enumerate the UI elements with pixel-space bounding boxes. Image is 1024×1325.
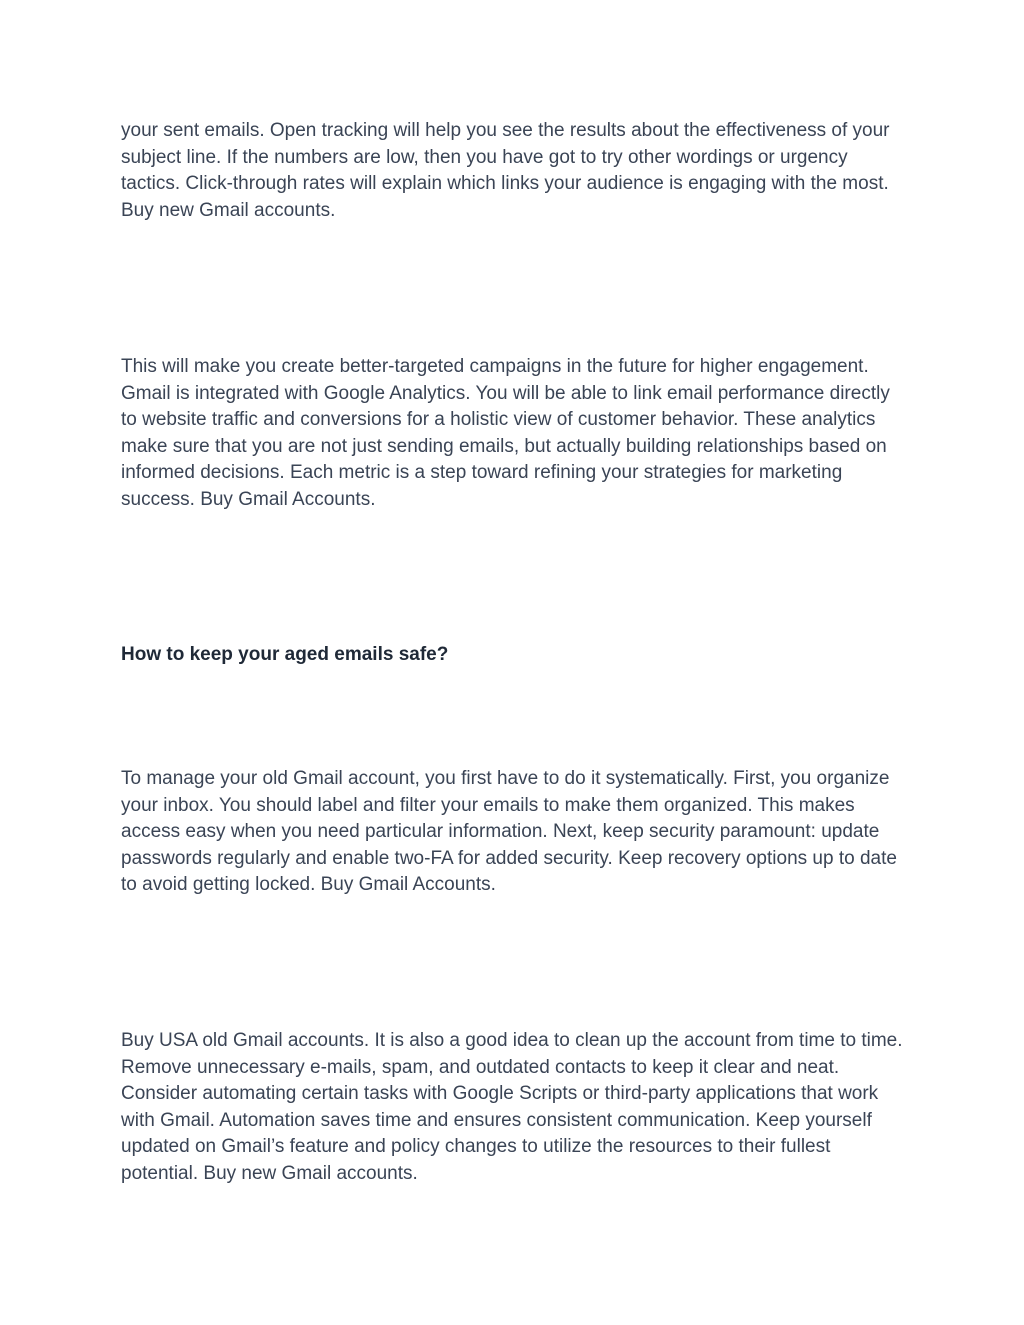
section-heading: How to keep your aged emails safe? <box>121 644 449 665</box>
paragraph-targeted-campaigns: This will make you create better-targeted campaigns in the future for higher engagement. Gmail is integrated with Google Analytics. You will be able to link email performance directly to website traffic and conversions for a holistic view of customer behavior. These analytics make sure that you are not just sending emails, but actually building relationships based on informed decisions. Each metric is a step toward refining your strategies for marketing success. Buy Gmail Accounts. <box>121 356 890 510</box>
paragraph-manage-account: To manage your old Gmail account, you first have to do it systematically. First, you organize your inbox. You should label and filter your emails to make them organized. This makes access easy when you need particular information. Next, keep security paramount: update passwords regularly and enable two-FA for added security. Keep recovery options up to date to avoid getting locked. Buy Gmail Accounts. <box>121 768 897 895</box>
paragraph-email-tracking: your sent emails. Open tracking will help you see the results about the effectiveness of your subject line. If the numbers are low, then you have got to try other wordings or urgency tactics. Click-through rates will explain which links your audience is engaging with the most. Buy new Gmail accounts. <box>121 120 890 221</box>
paragraph-clean-up-account: Buy USA old Gmail accounts. It is also a good idea to clean up the account from time to time. Remove unnecessary e-mails, spam, and outdated contacts to keep it clear and neat. Consider automating certain tasks with Google Scripts or third-party applications that work with Gmail. Automation saves time and ensures consistent communication. Keep yourself updated on Gmail’s feature and policy changes to utilize the resources to their fullest potential. Buy new Gmail accounts. <box>121 1030 903 1184</box>
